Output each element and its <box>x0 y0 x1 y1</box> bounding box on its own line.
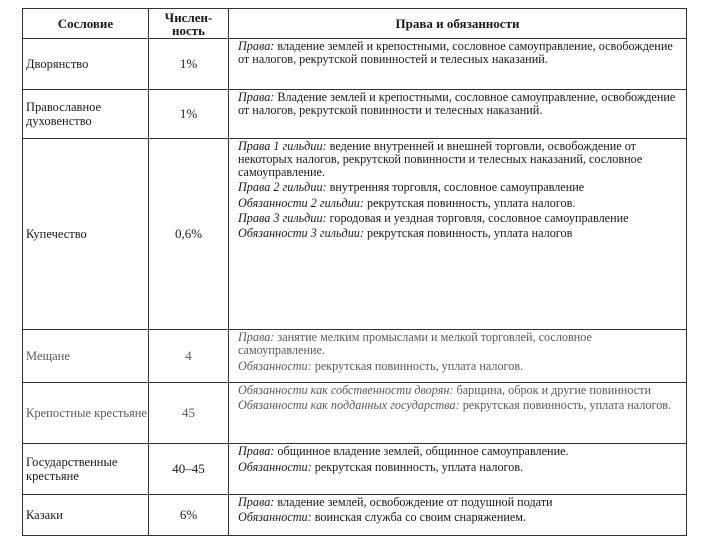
table-row <box>23 444 687 495</box>
rights-entry <box>238 140 680 180</box>
share-cell: 4 <box>149 330 229 383</box>
rights-text: рекрутская повинность, уплата налогов <box>363 226 573 241</box>
rights-cell <box>229 330 687 383</box>
share-cell: 0,6% <box>149 138 229 329</box>
share-cell: 1% <box>149 89 229 138</box>
rights-entry <box>238 360 680 373</box>
rights-cell <box>229 89 687 138</box>
rights-label: Обязанности как собственности дворян: <box>238 383 454 398</box>
estate-cell: Дворянство <box>23 39 149 90</box>
rights-entry <box>238 461 680 474</box>
rights-label: Права 3 гильдии: <box>238 210 327 225</box>
rights-text: рекрутская повинность, уплата налогов. <box>311 358 524 373</box>
estate-cell: Государственные крестьяне <box>23 444 149 495</box>
rights-text: общинное владение землей, общинное самоуправление. <box>274 444 569 459</box>
rights-text: ведение внутренней и внешней торговли, освобождение от некоторых налогов, рекрутской повинности и телесных наказаний, сословное самоуправление. <box>238 138 643 180</box>
table-row <box>23 330 687 383</box>
rights-entry <box>238 496 680 509</box>
rights-entry <box>238 197 680 210</box>
rights-cell <box>229 138 687 329</box>
rights-text: внутренняя торговля, сословное самоуправление <box>326 180 585 195</box>
rights-entry <box>238 384 680 397</box>
rights-label: Права: <box>238 330 275 345</box>
table-row <box>23 89 687 138</box>
rights-label: Права 1 гильдии: <box>238 138 327 153</box>
table-row <box>23 383 687 444</box>
rights-label: Обязанности: <box>238 510 312 525</box>
rights-label: Обязанности 3 гильдии: <box>238 226 364 241</box>
table-row <box>23 495 687 536</box>
rights-cell <box>229 39 687 90</box>
rights-label: Обязанности: <box>238 358 312 373</box>
table-row <box>23 138 687 329</box>
rights-text: рекрутская повинность, уплата налогов. <box>311 459 524 474</box>
share-cell: 45 <box>149 383 229 444</box>
rights-entry <box>238 181 680 194</box>
rights-label: Права: <box>238 39 275 53</box>
rights-cell <box>229 383 687 444</box>
header-row <box>23 9 687 39</box>
header-estate: Сословие <box>23 9 149 39</box>
estate-cell: Крепостные крестьяне <box>23 383 149 444</box>
rights-entry <box>238 91 680 117</box>
rights-entry <box>238 212 680 225</box>
rights-label: Права 2 гильдии: <box>238 180 327 195</box>
rights-label: Обязанности как подданных государства: <box>238 398 460 413</box>
rights-entry <box>238 331 680 357</box>
share-cell: 6% <box>149 495 229 536</box>
header-share: Числен- ность <box>149 9 229 39</box>
share-cell: 40–45 <box>149 444 229 495</box>
rights-text: рекрутская повинность, уплата налогов. <box>363 195 576 210</box>
estate-cell: Мещане <box>23 330 149 383</box>
rights-cell <box>229 495 687 536</box>
header-rights: Права и обязанности <box>229 9 687 39</box>
rights-entry <box>238 445 680 458</box>
estate-cell: Купечество <box>23 138 149 329</box>
rights-text: владение землей, освобождение от подушной подати <box>274 495 553 510</box>
rights-label: Обязанности 2 гильдии: <box>238 195 364 210</box>
estates-table <box>22 8 687 536</box>
rights-label: Права: <box>238 495 275 510</box>
rights-text: городовая и уездная торговля, сословное самоуправление <box>326 210 629 225</box>
rights-text: рекрутская повинность, уплата налогов. <box>459 398 672 413</box>
estate-cell: Православное духовенство <box>23 89 149 138</box>
estate-cell: Казаки <box>23 495 149 536</box>
rights-text: барщина, оброк и другие повинности <box>453 383 651 398</box>
rights-label: Обязанности: <box>238 459 312 474</box>
rights-entry <box>238 40 680 66</box>
rights-text: владение землей и крепостными, сословное самоуправление, освобождение от налогов, рекрутской повинностей и телесных наказаний. <box>238 39 673 67</box>
rights-label: Права: <box>238 444 275 459</box>
rights-text: воинская служба со своим снаряжением. <box>311 510 527 525</box>
share-cell: 1% <box>149 39 229 90</box>
rights-label: Права: <box>238 89 275 104</box>
rights-cell <box>229 444 687 495</box>
table-row <box>23 39 687 90</box>
rights-entry <box>238 227 680 240</box>
rights-entry <box>238 511 680 524</box>
rights-entry <box>238 399 680 412</box>
rights-text: Владение землей и крепостными, сословное самоуправление, освобождение от налогов, рекрутской повинности и телесных наказаний. <box>238 89 676 118</box>
rights-text: занятие мелким промыслами и мелкой торговлей, сословное самоуправление. <box>238 330 592 358</box>
